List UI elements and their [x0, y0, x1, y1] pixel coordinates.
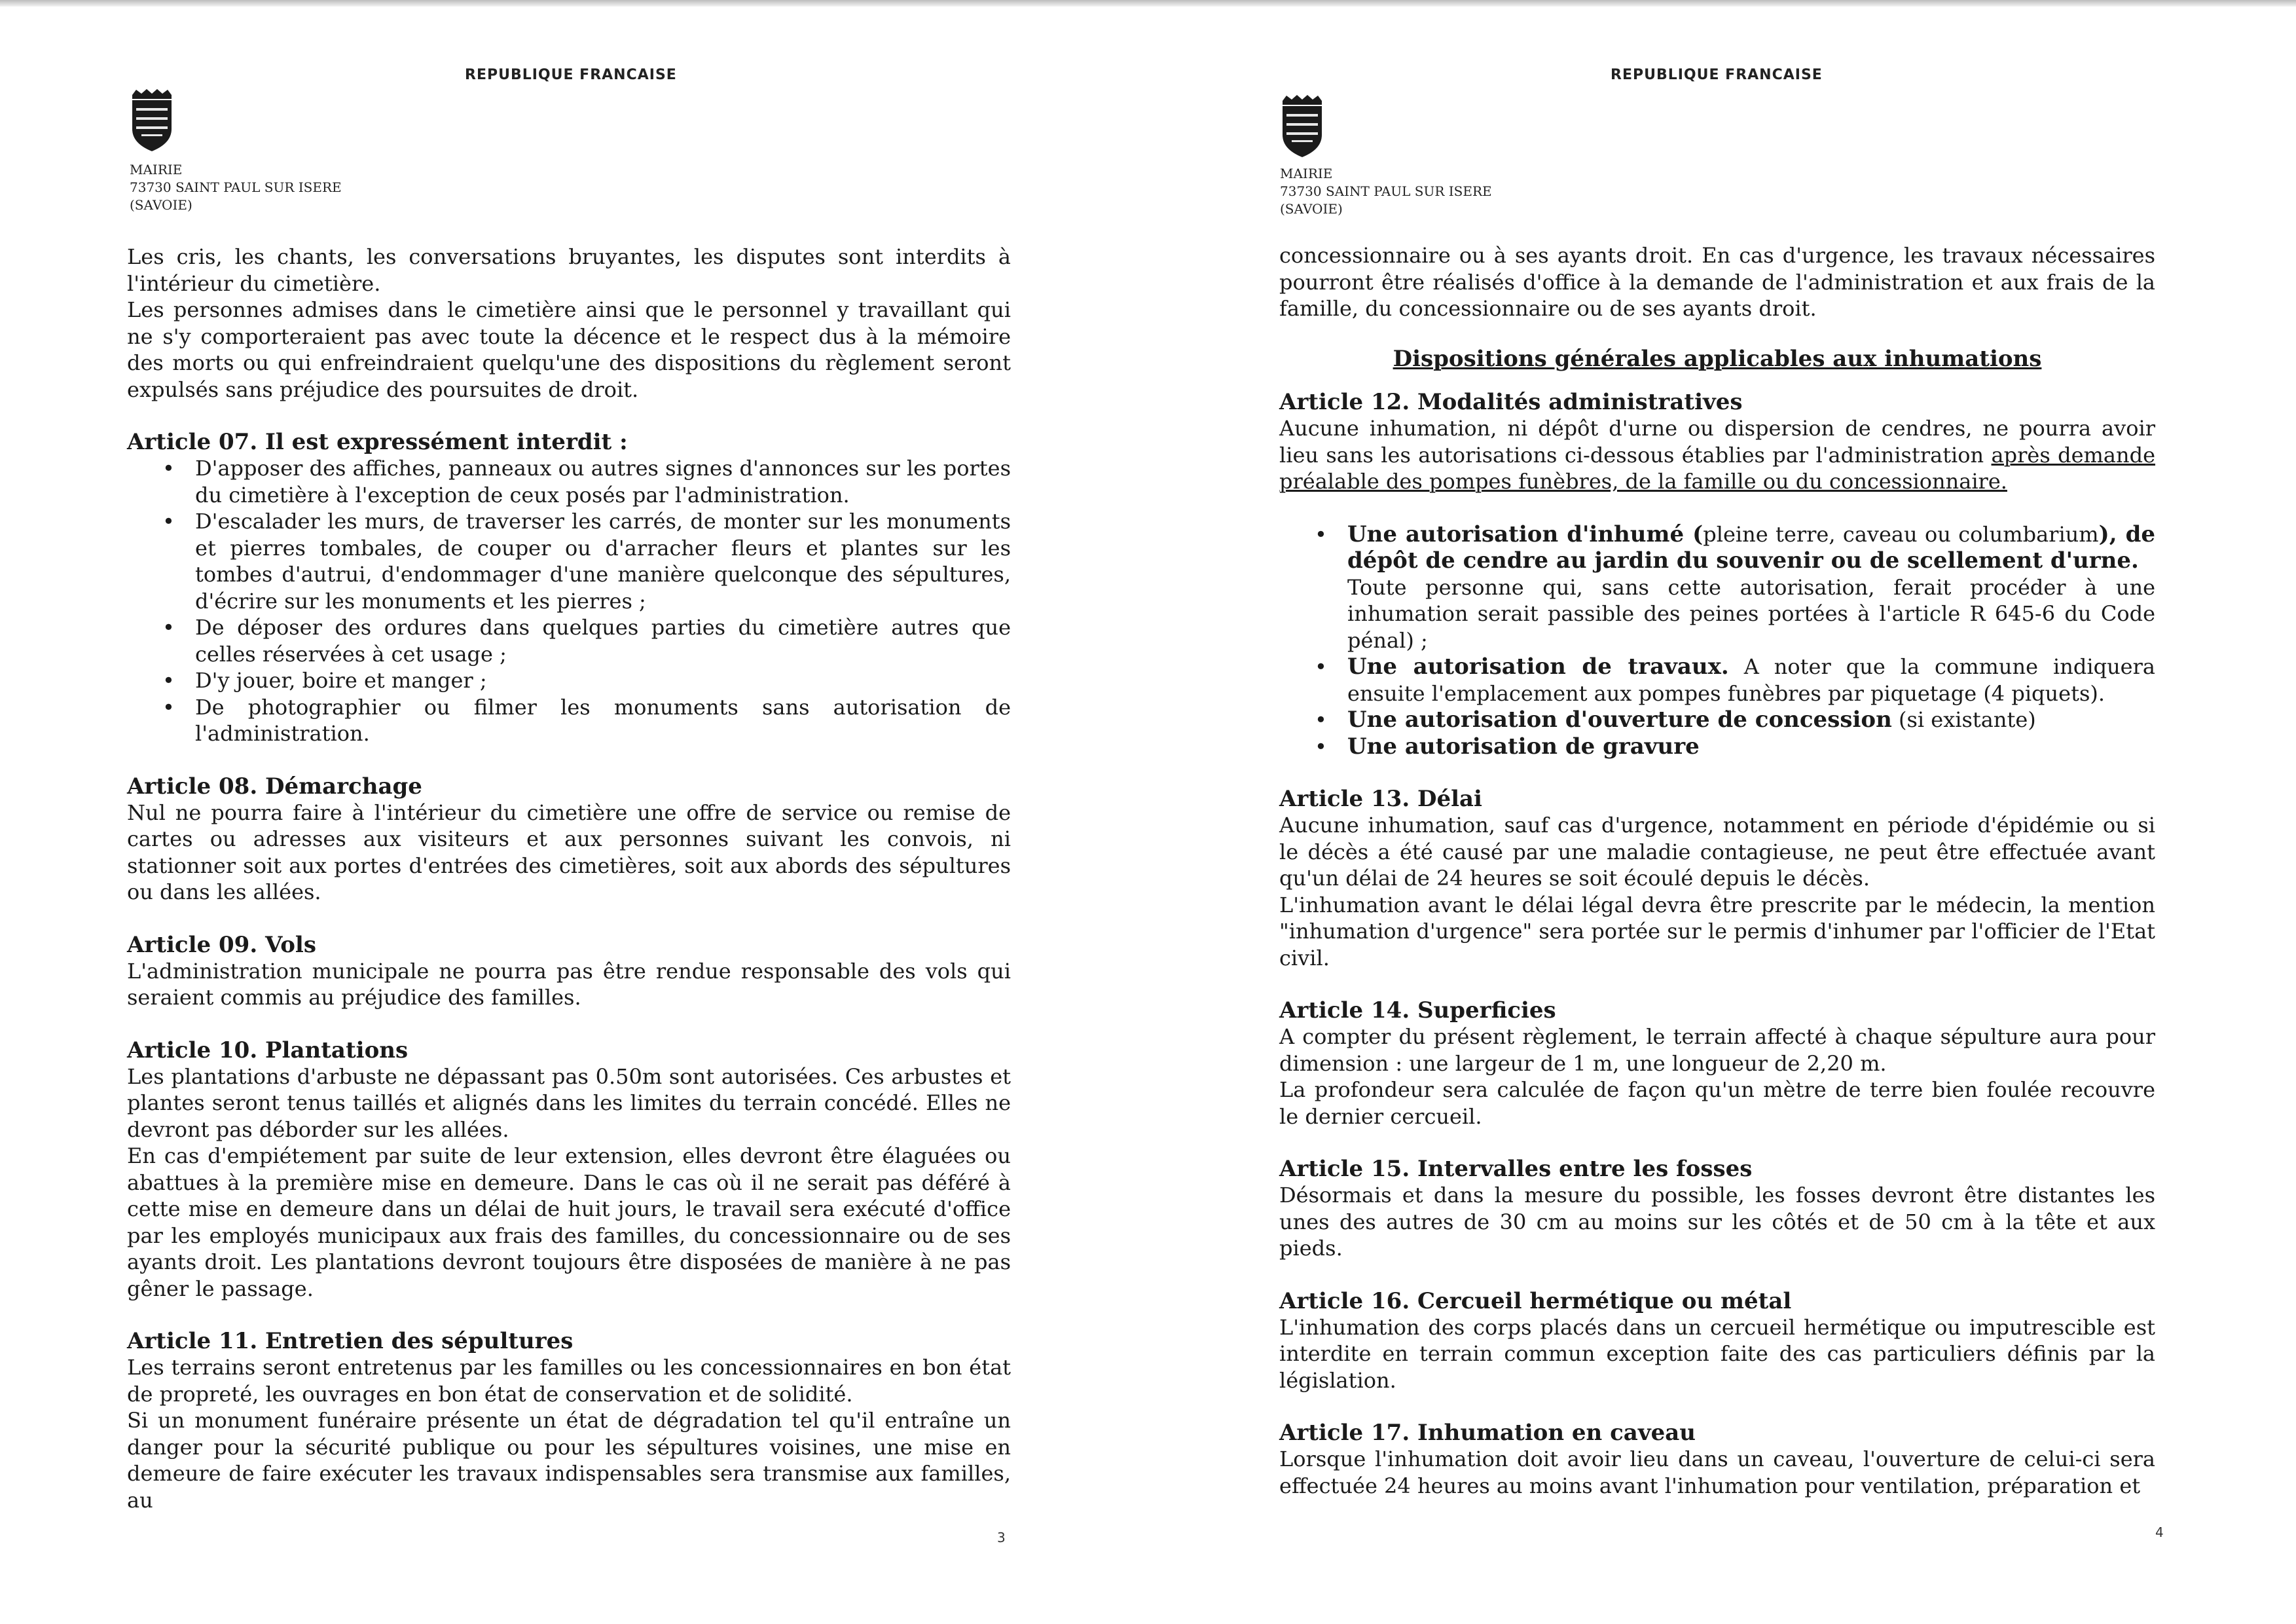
list-item: • D'escalader les murs, de traverser les carrés, de monter sur les monuments et pierres tombales, de couper ou d'arracher fleurs et plantes sur les tombes d'autrui, d'endommager d'une manière quelconque des sépultures, d'écrire sur les monuments et les pierres ; [195, 508, 1011, 614]
article-text: Les plantations d'arbuste ne dépassant pas 0.50m sont autorisées. Ces arbustes et plantes seront tenus taillés et alignés dans les limites du terrain concédé. Elles ne devront pas déborder sur les allées. [127, 1063, 1011, 1142]
article-heading: Article 09. Vols [127, 931, 316, 958]
article-text: En cas d'empiétement par suite de leur extension, elles devront être élaguées ou abattues à la première mise en demeure. Dans le cas où il ne serait pas déféré à cette mise en demeure dans un délai de huit jours, le travail sera exécuté d'office par les employés municipaux aux frais des familles, du concessionnaire ou de ses ayants droit. Les plantations devront toujours être disposées de manière à ne pas gêner le passage. [127, 1143, 1011, 1301]
article-heading: Article 17. Inhumation en caveau [1279, 1420, 1696, 1446]
list-item: • Une autorisation de travaux. A noter que la commune indiquera ensuite l'emplacement aux pompes funèbres par piquetage (4 piquets). [1347, 654, 2155, 707]
page-4 [1278, 0, 2164, 1624]
mairie-address: MAIRIE 73730 SAINT PAUL SUR ISERE (SAVOIE) [130, 162, 342, 213]
article-heading: Article 07. Il est expressément interdit : [127, 429, 628, 455]
page-number: 4 [2155, 1524, 2164, 1540]
list-item: • De photographier ou filmer les monuments sans autorisation de l'administration. [195, 694, 1011, 747]
list-item: • D'apposer des affiches, panneaux ou autres signes d'annonces sur les portes du cimetière à l'exception de ceux posés par l'administration. [195, 455, 1011, 508]
article-heading: Article 14. Superficies [1279, 997, 1556, 1024]
article-text: A compter du présent règlement, le terrain affecté à chaque sépulture aura pour dimension : une largeur de 1 m, une longueur de 2,20 m. [1279, 1024, 2155, 1076]
bullet-list [1279, 521, 2155, 760]
list-item: • Une autorisation d'ouverture de concession (si existante) [1347, 707, 2155, 733]
article-text: Nul ne pourra faire à l'intérieur du cimetière une offre de service ou remise de cartes ou adresses aux visiteurs et aux personnes suivant les convois, ni stationner soit aux portes d'entrées des cimetières, soit aux abords des sépultures ou dans les allées. [127, 800, 1011, 904]
article-text: Désormais et dans la mesure du possible, les fosses devront être distantes les unes des autres de 30 cm au moins sur les côtés et de 50 cm à la tête et aux pieds. [1279, 1183, 2155, 1261]
list-item: • Une autorisation de gravure [1347, 733, 2155, 760]
coat-of-arms-icon [130, 88, 174, 153]
intro-paragraph: Les cris, les chants, les conversations bruyantes, les disputes sont interdits à l'intérieur du cimetière. [127, 244, 1011, 296]
coat-of-arms-icon [1280, 94, 1324, 158]
article-heading: Article 15. Intervalles entre les fosses [1279, 1156, 1753, 1182]
article-text: La profondeur sera calculée de façon qu'un mètre de terre bien foulée recouvre le dernier cercueil. [1279, 1077, 2155, 1129]
article-heading: Article 10. Plantations [127, 1037, 409, 1063]
mairie-address: MAIRIE 73730 SAINT PAUL SUR ISERE (SAVOIE) [1280, 166, 1492, 217]
bullet-list [127, 455, 1011, 747]
article-heading: Article 08. Démarchage [127, 773, 422, 800]
article-text: Lorsque l'inhumation doit avoir lieu dans un caveau, l'ouverture de celui-ci sera effectuée 24 heures au moins avant l'inhumation pour ventilation, préparation et [1279, 1447, 2155, 1498]
continued-text: concessionnaire ou à ses ayants droit. En cas d'urgence, les travaux nécessaires pourront être réalisés d'office à la demande de l'administration et aux frais de la famille, du concessionnaire ou de ses ayants droit. [1279, 243, 2155, 321]
article-text: Aucune inhumation, ni dépôt d'urne ou dispersion de cendres, ne pourra avoir lieu sans les autorisations ci-dessous établies par l'administration après demande préalable des pompes funèbres, de la famille ou du concessionnaire. [1279, 416, 2156, 494]
article-text: Si un monument funéraire présente un état de dégradation tel qu'il entraîne un danger pour la sécurité publique ou pour les sépultures voisines, une mise en demeure de faire exécuter les travaux indispensables sera transmise aux familles, au [127, 1408, 1011, 1513]
article-heading: Article 12. Modalités administratives [1279, 389, 1743, 415]
page-number: 3 [997, 1530, 1006, 1545]
article-text: Aucune inhumation, sauf cas d'urgence, notamment en période d'épidémie ou si le décès a été causé par une maladie contagieuse, ne peut être effectuée avant qu'un délai de 24 heures se soit écoulé depuis le décès. [1279, 813, 2155, 891]
page-3 [123, 0, 1010, 1624]
section-heading: Dispositions générales applicables aux inhumations [1393, 345, 2042, 372]
republique-header: REPUBLIQUE FRANCAISE [465, 67, 677, 83]
list-item: • Une autorisation d'inhumé (pleine terre, caveau ou columbarium), de dépôt de cendre au jardin du souvenir ou de scellement d'urne. Toute personne qui, sans cette autorisation, ferait procéder à une inhumation serait passible des peines portées à l'article R 645-6 du Code pénal) ; [1347, 521, 2155, 654]
list-item: • D'y jouer, boire et manger ; [195, 667, 1011, 694]
article-text: L'inhumation des corps placés dans un cercueil hermétique ou imputrescible est interdite en terrain commun exception faite des cas particuliers définis par la législation. [1279, 1314, 2155, 1393]
list-item: • De déposer des ordures dans quelques parties du cimetière autres que celles réservées à cet usage ; [195, 614, 1011, 667]
article-heading: Article 13. Délai [1279, 786, 1482, 812]
republique-header: REPUBLIQUE FRANCAISE [1611, 67, 1823, 83]
page-body [127, 244, 1011, 1513]
article-text: L'administration municipale ne pourra pas être rendue responsable des vols qui seraient commis au préjudice des familles. [127, 958, 1011, 1010]
page-body [1279, 242, 2155, 1499]
article-text: Les terrains seront entretenus par les familles ou les concessionnaires en bon état de propreté, les ouvrages en bon état de conservation et de solidité. [127, 1355, 1011, 1407]
article-heading: Article 11. Entretien des sépultures [127, 1328, 574, 1354]
intro-paragraph: Les personnes admises dans le cimetière ainsi que le personnel y travaillant qui ne s'y comporteraient pas avec toute la décence et le respect dus à la mémoire des morts ou qui enfreindraient quelqu'une des dispositions du règlement seront expulsés sans préjudice des poursuites de droit. [127, 297, 1011, 402]
article-text: L'inhumation avant le délai légal devra être prescrite par le médecin, la mention "inhumation d'urgence" sera portée sur le permis d'inhumer par l'officier de l'Etat civil. [1279, 892, 2155, 970]
article-heading: Article 16. Cercueil hermétique ou métal [1279, 1287, 1792, 1314]
